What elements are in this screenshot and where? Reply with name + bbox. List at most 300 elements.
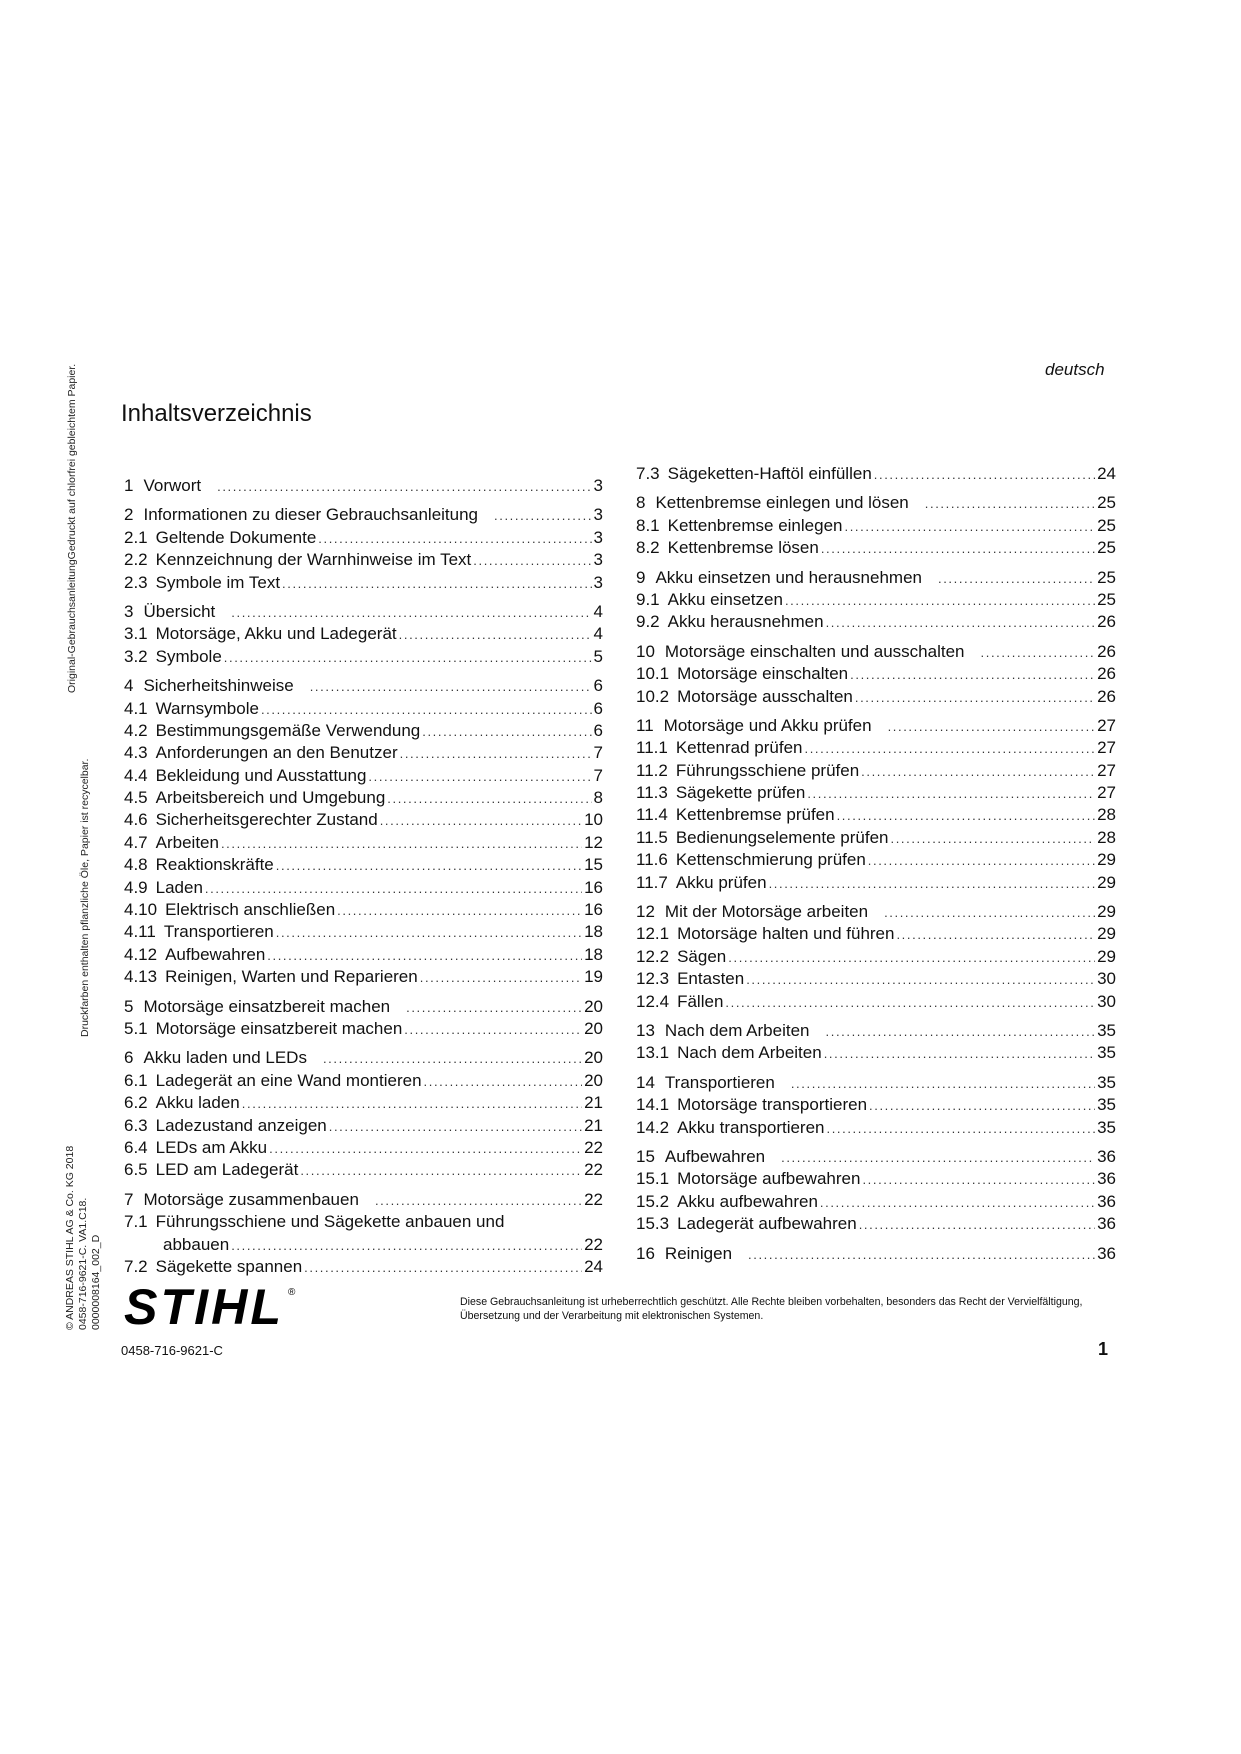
toc-title: Motorsäge transportieren (677, 1095, 868, 1115)
toc-leader (874, 464, 1095, 486)
toc-leader (826, 1021, 1096, 1043)
toc-number: 11 (636, 715, 654, 735)
toc-section[interactable] (124, 944, 603, 966)
toc-page: 25 (1097, 515, 1116, 535)
toc-number: 4.11 (124, 922, 156, 942)
toc-number: 13.1 (636, 1043, 670, 1063)
toc-page: 8 (593, 788, 603, 808)
toc-section[interactable] (636, 1042, 1116, 1064)
toc-page: 22 (584, 1160, 603, 1180)
toc-page: 28 (1097, 805, 1116, 825)
toc-title: Warnsymbole (155, 698, 259, 718)
toc-section[interactable] (124, 966, 603, 988)
toc-number: 15.2 (636, 1191, 670, 1211)
toc-section[interactable] (636, 589, 1116, 611)
toc-title: Vorwort (143, 476, 202, 495)
toc-leader (337, 900, 582, 922)
toc-leader (318, 528, 591, 550)
toc-number: 11.3 (636, 783, 668, 803)
toc-leader (785, 590, 1095, 612)
toc-title: Motorsäge einschalten und ausschalten (664, 641, 965, 661)
toc-number: 4.10 (124, 900, 158, 920)
toc-page: 6 (593, 698, 603, 718)
toc-number: 4.5 (124, 788, 148, 808)
toc-number: 4.2 (124, 720, 148, 740)
toc-page: 25 (1097, 567, 1116, 587)
toc-leader (725, 992, 1095, 1014)
language-label: deutsch (1045, 360, 1105, 379)
toc-number: 10.2 (636, 686, 670, 706)
toc-number: 13 (636, 1020, 655, 1040)
side-print-note (66, 364, 79, 693)
side-note-original: Original-GebrauchsanleitungGedruckt auf chlorfrei gebleichtem Papier. (66, 363, 78, 693)
toc-section[interactable] (124, 832, 603, 854)
toc-page: 26 (1097, 612, 1116, 632)
toc-title: Motorsäge einsatzbereit machen (143, 996, 391, 1016)
toc-page: 36 (1097, 1169, 1116, 1189)
toc-page: 6 (593, 676, 603, 696)
toc-page: 35 (1097, 1043, 1116, 1063)
toc-chapter[interactable] (124, 504, 603, 526)
toc-number: 6.1 (124, 1070, 148, 1090)
toc-page: 29 (1097, 924, 1116, 944)
toc-chapter[interactable] (636, 1072, 1116, 1094)
toc-leader (821, 538, 1095, 560)
toc-title: LEDs am Akku (155, 1137, 268, 1157)
toc-section[interactable] (636, 1168, 1116, 1190)
toc-leader (282, 573, 591, 595)
toc-section[interactable] (636, 827, 1116, 849)
toc-number: 7.1 (124, 1212, 148, 1232)
toc-title: Aufbewahren (664, 1146, 766, 1166)
toc-section[interactable] (124, 899, 603, 921)
toc-page: 22 (584, 1189, 603, 1209)
toc-section[interactable] (124, 1256, 603, 1278)
toc-leader (261, 699, 592, 721)
side-copyright-block (64, 1146, 103, 1330)
toc-title: Arbeiten (155, 832, 219, 852)
toc-chapter[interactable] (636, 715, 1116, 737)
toc-number: 12 (636, 902, 655, 922)
toc-leader (868, 850, 1095, 872)
toc-chapter[interactable] (636, 641, 1116, 663)
toc-number: 7.3 (636, 464, 660, 483)
toc-right-column (636, 463, 1116, 1265)
toc-page: 16 (584, 877, 603, 897)
toc-title: Kettenschmierung prüfen (675, 850, 866, 870)
toc-title: Geltende Dokumente (155, 527, 317, 547)
toc-page: 16 (584, 900, 603, 920)
toc-leader (400, 743, 592, 765)
toc-number: 9.1 (636, 589, 660, 609)
toc-number: 7 (124, 1189, 134, 1209)
toc-section[interactable] (124, 854, 603, 876)
toc-page: 29 (1097, 902, 1116, 922)
toc-chapter[interactable] (124, 475, 603, 497)
toc-title: Motorsäge, Akku und Ladegerät (155, 624, 397, 644)
toc-number: 6.2 (124, 1093, 148, 1113)
toc-section[interactable] (636, 1213, 1116, 1235)
toc-section[interactable] (124, 549, 603, 571)
toc-number: 8 (636, 493, 646, 513)
toc-leader (473, 550, 591, 572)
toc-section[interactable] (124, 765, 603, 787)
toc-number: 4.9 (124, 877, 148, 897)
toc-leader (850, 664, 1095, 686)
toc-page: 25 (1097, 589, 1116, 609)
toc-page: 12 (584, 832, 603, 852)
toc-section[interactable] (124, 1092, 603, 1114)
toc-section[interactable] (124, 623, 603, 645)
toc-page: 27 (1097, 783, 1116, 803)
toc-title: Akku einsetzen (667, 589, 783, 609)
toc-title: Sägekette spannen (155, 1256, 303, 1276)
toc-section[interactable] (124, 809, 603, 831)
toc-section[interactable] (636, 737, 1116, 759)
toc-section[interactable] (636, 1117, 1116, 1139)
toc-page: 36 (1097, 1146, 1116, 1166)
toc-leader (242, 1093, 582, 1115)
toc-title: Sägen (677, 946, 727, 966)
toc-number: 14.2 (636, 1117, 670, 1137)
toc-page: 7 (593, 765, 603, 785)
toc-section[interactable] (124, 1137, 603, 1159)
toc-number: 4.12 (124, 944, 158, 964)
toc-title: Motorsäge ausschalten (677, 686, 853, 706)
toc-number: 4.7 (124, 832, 148, 852)
toc-page: 10 (584, 810, 603, 830)
toc-page: 21 (584, 1093, 603, 1113)
toc-page: 25 (1097, 493, 1116, 513)
toc-left-column (124, 475, 603, 1278)
toc-title: Kennzeichnung der Warnhinweise im Text (155, 550, 472, 570)
toc-page: 15 (584, 855, 603, 875)
toc-number: 14 (636, 1072, 655, 1092)
toc-leader (981, 642, 1096, 664)
side-recycle-note (79, 759, 92, 1037)
toc-section[interactable] (636, 946, 1116, 968)
page-title: Inhaltsverzeichnis (121, 400, 312, 427)
toc-leader (329, 1116, 582, 1138)
toc-number: 2.1 (124, 527, 148, 547)
toc-page: 29 (1097, 872, 1116, 892)
toc-number: 6 (124, 1048, 134, 1068)
toc-leader (896, 924, 1095, 946)
toc-leader (368, 766, 591, 788)
toc-number: 15 (636, 1146, 655, 1166)
toc-title: Fällen (677, 991, 724, 1011)
toc-title: Anforderungen an den Benutzer (155, 743, 398, 763)
toc-page: 7 (593, 743, 603, 763)
toc-title: Sägeketten-Haftöl einfüllen (667, 464, 872, 483)
toc-section[interactable] (124, 1159, 603, 1181)
toc-title: Nach dem Arbeiten (664, 1020, 810, 1040)
toc-title-continued: abbauen (163, 1234, 230, 1254)
toc-page: 6 (593, 720, 603, 740)
toc-page: 28 (1097, 827, 1116, 847)
toc-page: 27 (1097, 760, 1116, 780)
toc-number: 15.3 (636, 1214, 670, 1234)
toc-page: 35 (1097, 1072, 1116, 1092)
toc-leader (748, 1244, 1095, 1266)
toc-section[interactable] (636, 849, 1116, 871)
toc-chapter[interactable] (124, 601, 603, 623)
toc-title: Akku aufbewahren (677, 1191, 818, 1211)
toc-section[interactable] (124, 1070, 603, 1092)
toc-section[interactable] (636, 760, 1116, 782)
copyright-notice: Diese Gebrauchsanleitung ist urheberrechtlich geschützt. Alle Rechte bleiben vorbehalten, besonders das Recht der Vervielfältigung, Übersetzung und der Verarbeitung mit elektronischen Systemen. (460, 1296, 1083, 1322)
toc-section[interactable] (636, 968, 1116, 990)
toc-title: Ladegerät an eine Wand montieren (155, 1070, 422, 1090)
toc-page: 35 (1097, 1117, 1116, 1137)
toc-number: 2.2 (124, 550, 148, 570)
toc-title: Aufbewahren (165, 944, 266, 964)
toc-chapter[interactable] (124, 996, 603, 1018)
toc-leader (205, 878, 582, 900)
toc-leader (375, 1190, 582, 1212)
toc-number: 3 (124, 601, 134, 621)
toc-title: Symbole (155, 646, 222, 666)
toc-chapter[interactable] (636, 567, 1116, 589)
toc-leader (862, 1169, 1095, 1191)
toc-section[interactable] (124, 720, 603, 742)
toc-title: Kettenbremse einlegen (667, 515, 843, 535)
toc-number: 4.4 (124, 765, 148, 785)
toc-page: 36 (1097, 1243, 1116, 1263)
toc-leader (891, 828, 1096, 850)
toc-section[interactable] (124, 527, 603, 549)
toc-number: 2 (124, 505, 134, 525)
toc-page: 18 (584, 944, 603, 964)
toc-section[interactable] (124, 921, 603, 943)
toc-title: Motorsäge einsatzbereit machen (155, 1018, 403, 1038)
toc-page: 27 (1097, 738, 1116, 758)
toc-leader (925, 493, 1095, 515)
toc-leader (824, 1043, 1095, 1065)
toc-title: Sicherheitsgerechter Zustand (155, 810, 378, 830)
toc-number: 6.4 (124, 1137, 148, 1157)
toc-leader (827, 1118, 1096, 1140)
toc-title: Reinigen, Warten und Reparieren (165, 967, 418, 987)
toc-section[interactable] (124, 787, 603, 809)
toc-title: Nach dem Arbeiten (677, 1043, 822, 1063)
toc-title: Akku laden und LEDs (143, 1048, 307, 1068)
toc-section[interactable] (124, 742, 603, 764)
toc-leader (746, 969, 1095, 991)
toc-page: 36 (1097, 1214, 1116, 1234)
toc-leader (791, 1073, 1095, 1095)
toc-number: 4.13 (124, 967, 158, 987)
toc-title: Mit der Motorsäge arbeiten (664, 902, 869, 922)
toc-number: 4 (124, 676, 134, 696)
toc-title: Motorsäge einschalten (677, 664, 849, 684)
toc-title: Transportieren (163, 922, 274, 942)
toc-leader (404, 1019, 582, 1041)
toc-number: 11.5 (636, 827, 668, 847)
toc-number: 3.2 (124, 646, 148, 666)
toc-section[interactable] (636, 537, 1116, 559)
toc-leader (267, 945, 582, 967)
toc-leader (224, 647, 592, 669)
toc-title: Motorsäge halten und führen (677, 924, 895, 944)
toc-number: 8.1 (636, 515, 660, 535)
toc-title: Sägekette prüfen (675, 783, 806, 803)
toc-page: 22 (584, 1234, 603, 1254)
toc-number: 11.6 (636, 850, 668, 870)
toc-page: 29 (1097, 946, 1116, 966)
toc-title: Übersicht (143, 601, 216, 621)
toc-page: 35 (1097, 1020, 1116, 1040)
toc-section[interactable] (636, 686, 1116, 708)
toc-title: Bestimmungsgemäße Verwendung (155, 720, 421, 740)
toc-page: 3 (593, 572, 603, 592)
toc-title: Kettenbremse einlegen und lösen (655, 493, 909, 513)
toc-leader (406, 997, 582, 1019)
toc-title: Akku einsetzen und herausnehmen (655, 567, 922, 587)
toc-page: 19 (584, 967, 603, 987)
toc-title: Bedienungselemente prüfen (675, 827, 889, 847)
toc-title: Ladegerät aufbewahren (677, 1214, 857, 1234)
toc-number: 8.2 (636, 538, 660, 558)
toc-page: 29 (1097, 850, 1116, 870)
toc-section[interactable] (124, 646, 603, 668)
toc-section[interactable] (636, 515, 1116, 537)
toc-number: 12.1 (636, 924, 670, 944)
toc-page: 24 (584, 1256, 603, 1276)
toc-number: 11.4 (636, 805, 668, 825)
toc-number: 3.1 (124, 624, 148, 644)
toc-number: 1 (124, 476, 134, 495)
toc-leader (380, 810, 582, 832)
toc-page: 24 (1097, 464, 1116, 483)
toc-page: 36 (1097, 1191, 1116, 1211)
toc-page: 5 (593, 646, 603, 666)
toc-page: 26 (1097, 686, 1116, 706)
toc-title: Akku prüfen (675, 872, 767, 892)
toc-section[interactable] (124, 1115, 603, 1137)
toc-leader (769, 873, 1096, 895)
toc-chapter[interactable] (124, 1189, 603, 1211)
toc-leader (826, 612, 1096, 634)
toc-section[interactable] (636, 872, 1116, 894)
toc-title: Akku herausnehmen (667, 612, 824, 632)
toc-leader (844, 516, 1095, 538)
toc-title: Kettenrad prüfen (675, 738, 803, 758)
toc-number: 9.2 (636, 612, 660, 632)
toc-title: LED am Ladegerät (155, 1160, 299, 1180)
toc-number: 16 (636, 1243, 655, 1263)
toc-section[interactable] (636, 991, 1116, 1013)
toc-page: 3 (593, 527, 603, 547)
toc-leader (888, 716, 1096, 738)
toc-number: 4.3 (124, 743, 148, 763)
toc-section[interactable] (124, 1018, 603, 1040)
toc-title: Informationen zu dieser Gebrauchsanleitung (143, 505, 479, 525)
toc-leader (231, 1235, 582, 1257)
toc-leader (420, 967, 582, 989)
toc-leader (387, 788, 591, 810)
toc-title: Reaktionskräfte (155, 855, 274, 875)
toc-section[interactable] (636, 1094, 1116, 1116)
toc-section[interactable] (636, 463, 1116, 485)
toc-number: 6.3 (124, 1115, 148, 1135)
toc-leader (300, 1160, 582, 1182)
toc-leader (820, 1192, 1095, 1214)
side-file-id: 0000008164_002_D (90, 1234, 103, 1330)
toc-section[interactable] (124, 698, 603, 720)
toc-number: 6.5 (124, 1160, 148, 1180)
toc-title: Kettenbremse prüfen (675, 805, 835, 825)
toc-chapter[interactable] (124, 1047, 603, 1069)
toc-page: 4 (593, 601, 603, 621)
toc-section[interactable] (636, 923, 1116, 945)
toc-title: Akku transportieren (677, 1117, 825, 1137)
toc-page: 3 (593, 505, 603, 525)
toc-number: 12.4 (636, 991, 670, 1011)
toc-leader (861, 761, 1095, 783)
toc-title: Führungsschiene prüfen (675, 760, 860, 780)
document-number: 0458-716-9621-C (121, 1343, 223, 1358)
toc-number: 10 (636, 641, 655, 661)
toc-title: Akku laden (155, 1093, 240, 1113)
toc-title: Bekleidung und Ausstattung (155, 765, 367, 785)
toc-number: 4.8 (124, 855, 148, 875)
toc-leader (804, 738, 1095, 760)
toc-title: Arbeitsbereich und Umgebung (155, 788, 386, 808)
toc-number: 4.1 (124, 698, 148, 718)
toc-leader (422, 721, 591, 743)
side-doc-code: 0458-716-9621-C. VA1.C18. (77, 1197, 90, 1330)
toc-title: Reinigen (664, 1243, 733, 1263)
toc-page: 3 (593, 476, 603, 495)
toc-section[interactable] (636, 804, 1116, 826)
toc-page: 18 (584, 922, 603, 942)
toc-section[interactable] (124, 877, 603, 899)
toc-title: Laden (155, 877, 203, 897)
toc-section[interactable] (636, 611, 1116, 633)
toc-chapter[interactable] (636, 1243, 1116, 1265)
toc-title: Motorsäge aufbewahren (677, 1169, 861, 1189)
toc-chapter[interactable] (636, 901, 1116, 923)
toc-leader (231, 602, 591, 624)
toc-leader (938, 568, 1095, 590)
toc-title: Ladezustand anzeigen (155, 1115, 327, 1135)
toc-section[interactable] (124, 1211, 603, 1256)
toc-leader (424, 1071, 583, 1093)
toc-leader (221, 833, 582, 855)
toc-page: 25 (1097, 538, 1116, 558)
toc-section[interactable] (636, 663, 1116, 685)
toc-section[interactable] (636, 1191, 1116, 1213)
toc-title: Motorsäge und Akku prüfen (663, 715, 872, 735)
toc-number: 11.2 (636, 760, 668, 780)
toc-chapter[interactable] (636, 492, 1116, 514)
logo-wordmark: STIHL (124, 1283, 284, 1329)
toc-chapter[interactable] (124, 675, 603, 697)
toc-leader (869, 1095, 1095, 1117)
toc-section[interactable] (124, 572, 603, 594)
toc-number: 9 (636, 567, 646, 587)
toc-title: Kettenbremse lösen (667, 538, 819, 558)
toc-title: Elektrisch anschließen (165, 900, 336, 920)
toc-section[interactable] (636, 782, 1116, 804)
toc-chapter[interactable] (636, 1146, 1116, 1168)
toc-number: 4.6 (124, 810, 148, 830)
toc-leader (217, 476, 591, 498)
toc-number: 10.1 (636, 664, 670, 684)
toc-chapter[interactable] (636, 1020, 1116, 1042)
toc-number: 12.3 (636, 969, 670, 989)
